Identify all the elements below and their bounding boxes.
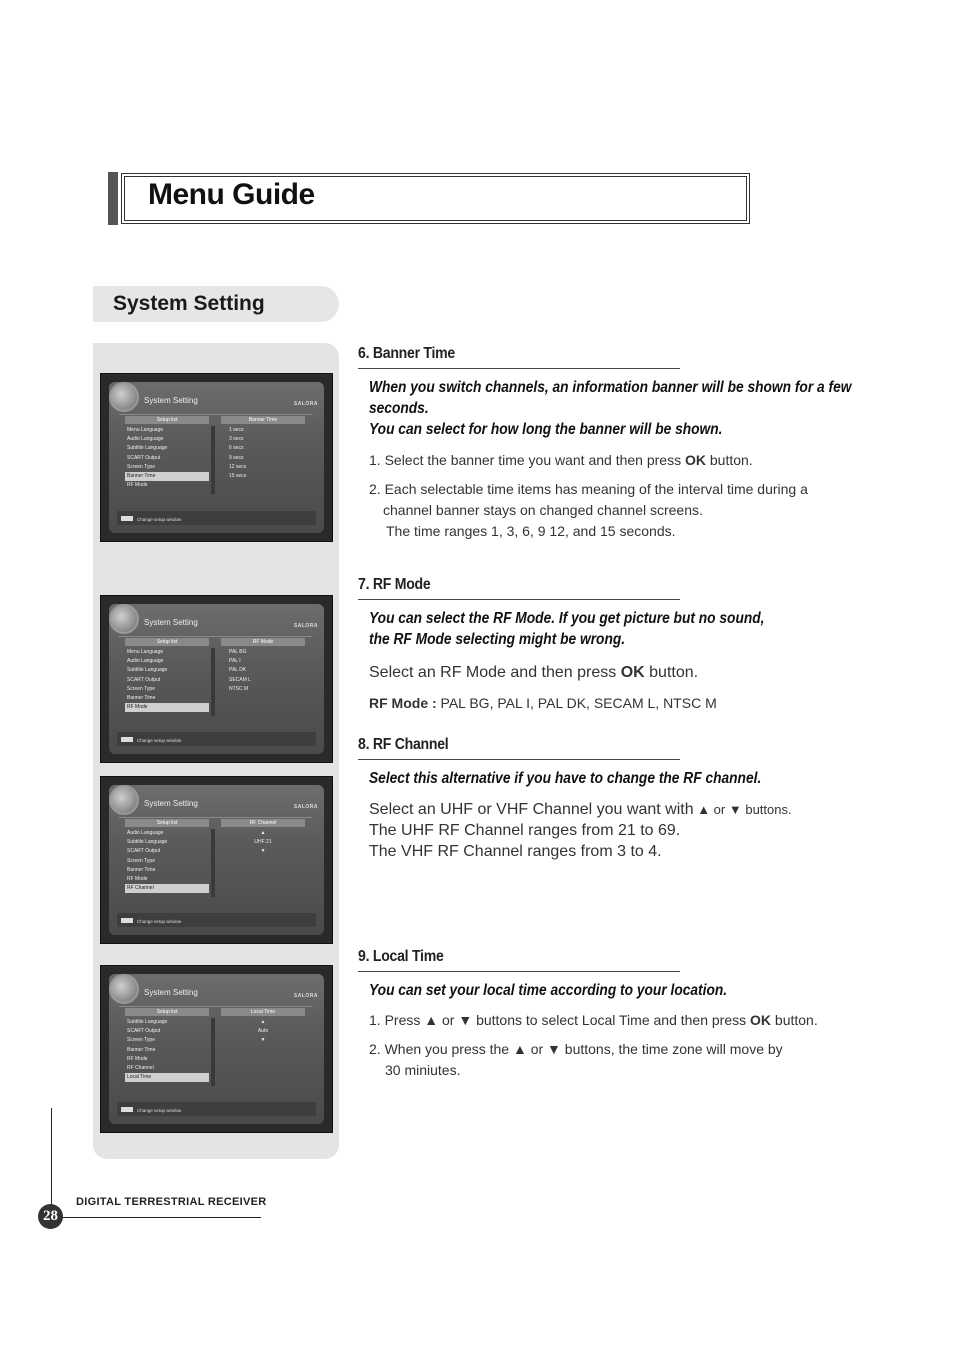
menu-screenshot	[100, 776, 333, 944]
option-list	[221, 829, 305, 857]
brand-logo: SALORA	[293, 804, 318, 810]
setup-list-header: Setup list	[125, 819, 209, 827]
rf-mode-list	[369, 693, 717, 714]
setup-list-item: Subtitle Language	[127, 1019, 168, 1025]
arrow-keys-icon	[121, 737, 133, 742]
option-item: ▼	[260, 1037, 266, 1044]
body-text	[369, 662, 698, 683]
ok-key-label: OK	[620, 664, 645, 681]
option-item: 12 secs	[229, 463, 247, 470]
setup-list-item: SCART Output	[127, 454, 161, 461]
intro-line: When you switch channels, an information banner will be shown for a few	[369, 379, 852, 396]
setup-list	[125, 829, 209, 893]
setup-list-item: RF Mode	[127, 482, 148, 489]
body-text	[369, 799, 792, 820]
setup-list-item: SCART Output	[127, 848, 161, 855]
step-text-part: button.	[705, 452, 753, 468]
setup-list-item: Banner Time	[127, 1046, 156, 1053]
screen-title: System Setting	[144, 396, 198, 405]
setup-list	[125, 648, 209, 712]
option-header: Local Time	[221, 1008, 305, 1016]
heading-banner-time: 6. Banner Time	[358, 345, 455, 362]
option-list	[221, 1018, 305, 1046]
screen-title: System Setting	[144, 988, 198, 997]
setup-list-item: Audio Language	[127, 830, 164, 836]
setup-list-item: RF Channel	[125, 884, 209, 893]
menu-screenshot	[100, 595, 333, 763]
screen-title: System Setting	[144, 618, 198, 627]
footer-hint: Change setup window	[137, 738, 182, 743]
heading-underline	[358, 368, 680, 369]
step-text-part: button.	[771, 1012, 818, 1028]
heading-rf-channel: 8. RF Channel	[358, 736, 449, 753]
dial-logo-icon	[109, 382, 139, 412]
step-text: channel banner stays on changed channel screens.	[383, 502, 703, 518]
arrow-keys-icon	[121, 1107, 133, 1112]
setup-list-item: SCART Output	[127, 676, 161, 683]
step-text: 2. Each selectable time items has meaning of the interval time during a	[369, 481, 808, 497]
setup-list-header: Setup list	[125, 416, 209, 424]
setup-list-item: Audio Language	[127, 658, 164, 665]
setup-list-header: Setup list	[125, 1008, 209, 1016]
setup-list-item: Banner Time	[125, 472, 209, 481]
setup-list-item: RF Mode	[127, 875, 148, 882]
setup-list-item: Subtitle Language	[127, 839, 168, 846]
option-header: RF Mode	[221, 638, 305, 646]
setup-list-item: Banner Time	[127, 694, 156, 701]
heading-underline	[358, 971, 680, 972]
option-header: Banner Time	[221, 416, 305, 424]
screen-divider	[119, 636, 312, 637]
step-text: The time ranges 1, 3, 6, 9 12, and 15 seconds.	[386, 523, 676, 539]
option-item: ▼	[260, 848, 266, 855]
intro-line: You can select the RF Mode. If you get picture but no sound,	[369, 610, 765, 627]
brand-logo: SALORA	[293, 401, 318, 407]
rf-mode-label: RF Mode :	[369, 695, 437, 711]
setup-list-item: Menu Language	[127, 649, 164, 655]
setup-list-item: RF Mode	[127, 1055, 148, 1062]
footer-hint: Change setup window	[137, 517, 182, 522]
rf-mode-values: PAL BG, PAL I, PAL DK, SECAM L, NTSC M	[436, 695, 717, 711]
setup-list	[125, 426, 209, 490]
header-accent-bar	[108, 172, 118, 225]
setup-list-item: SCART Output	[127, 1028, 161, 1035]
setup-list-item: Banner Time	[127, 866, 156, 873]
brand-logo: SALORA	[293, 623, 318, 629]
option-item: NTSC M	[229, 685, 249, 692]
intro-line: You can select for how long the banner will be shown.	[369, 421, 723, 438]
scrollbar	[211, 829, 215, 897]
page-title: Menu Guide	[148, 178, 315, 211]
setup-list-item: Subtitle Language	[127, 667, 168, 674]
heading-local-time: 9. Local Time	[358, 948, 444, 965]
body-text-part: ▲ or ▼ buttons.	[693, 802, 792, 817]
footer-hint: Change setup window	[137, 919, 182, 924]
option-item: 9 secs	[229, 454, 244, 461]
setup-list-item: RF Mode	[125, 703, 209, 712]
heading-underline	[358, 759, 680, 760]
arrow-keys-icon	[121, 918, 133, 923]
body-text-part: button.	[644, 664, 699, 681]
option-item: ▲	[260, 830, 266, 836]
option-list	[221, 426, 305, 481]
body-text-part: Select an RF Mode and then press	[369, 664, 621, 681]
scrollbar	[211, 1018, 215, 1086]
dial-logo-icon	[109, 604, 139, 634]
setup-list-item: Local Time	[125, 1073, 209, 1082]
step-text: 30 miniutes.	[385, 1062, 461, 1078]
body-text: The UHF RF Channel ranges from 21 to 69.	[369, 822, 681, 839]
option-list	[221, 648, 305, 694]
scrollbar	[211, 648, 215, 716]
screen-divider	[119, 817, 312, 818]
option-item: PAL DK	[229, 667, 247, 674]
step-text-part: 1. Press ▲ or ▼ buttons to select Local Time and then press	[369, 1012, 751, 1028]
ok-key-label: OK	[684, 452, 706, 468]
setup-list-item: Screen Type	[127, 685, 155, 692]
menu-screenshot	[100, 965, 333, 1133]
footer-label: DIGITAL TERRESTRIAL RECEIVER	[76, 1196, 267, 1208]
option-item: 1 secs	[229, 427, 244, 433]
setup-list-item: Screen Type	[127, 857, 155, 864]
arrow-keys-icon	[121, 516, 133, 521]
setup-list-header: Setup list	[125, 638, 209, 646]
step-text: 2. When you press the ▲ or ▼ buttons, the time zone will move by	[369, 1041, 783, 1057]
body-text: The VHF RF Channel ranges from 3 to 4.	[369, 843, 662, 860]
option-item: PAL I	[229, 658, 241, 665]
footer-vertical-rule	[51, 1108, 52, 1208]
screen-divider	[119, 414, 312, 415]
setup-list-item: Menu Language	[127, 427, 164, 433]
step-text-part: 1. Select the banner time you want and then press	[369, 452, 685, 468]
footer-rule	[51, 1217, 261, 1218]
section-title: System Setting	[113, 292, 265, 315]
body-text-part: Select an UHF or VHF Channel you want with	[369, 801, 694, 818]
option-item: ▲	[260, 1019, 266, 1025]
setup-list-item: Subtitle Language	[127, 445, 168, 452]
option-item: SECAM L	[229, 676, 251, 683]
option-item: Auto	[257, 1028, 269, 1035]
footer-hint: Change setup window	[137, 1108, 182, 1113]
brand-logo: SALORA	[293, 993, 318, 999]
option-item: 3 secs	[229, 436, 244, 443]
option-item: 6 secs	[229, 445, 244, 452]
heading-rf-mode: 7. RF Mode	[358, 576, 431, 593]
intro-line: the RF Mode selecting might be wrong.	[369, 631, 626, 648]
dial-logo-icon	[109, 974, 139, 1004]
step-text	[369, 450, 753, 471]
heading-underline	[358, 599, 680, 600]
option-item: PAL BG	[229, 649, 247, 655]
setup-list-item: Audio Language	[127, 436, 164, 443]
step-text	[369, 1010, 818, 1031]
setup-list	[125, 1018, 209, 1082]
option-item: 15 secs	[229, 472, 247, 479]
option-header: RF Channel	[221, 819, 305, 827]
setup-list-item: Screen Type	[127, 1037, 155, 1044]
scrollbar	[211, 426, 215, 494]
menu-screenshot	[100, 373, 333, 542]
dial-logo-icon	[109, 785, 139, 815]
intro-line: Select this alternative if you have to change the RF channel.	[369, 770, 762, 787]
intro-line: seconds.	[369, 400, 429, 417]
option-item: UHF 21	[254, 839, 272, 846]
setup-list-item: RF Channel	[127, 1064, 154, 1071]
intro-line: You can set your local time according to your location.	[369, 982, 728, 999]
screen-divider	[119, 1006, 312, 1007]
page-number: 28	[38, 1204, 63, 1229]
ok-key-label: OK	[750, 1012, 772, 1028]
setup-list-item: Screen Type	[127, 463, 155, 470]
screen-title: System Setting	[144, 799, 198, 808]
